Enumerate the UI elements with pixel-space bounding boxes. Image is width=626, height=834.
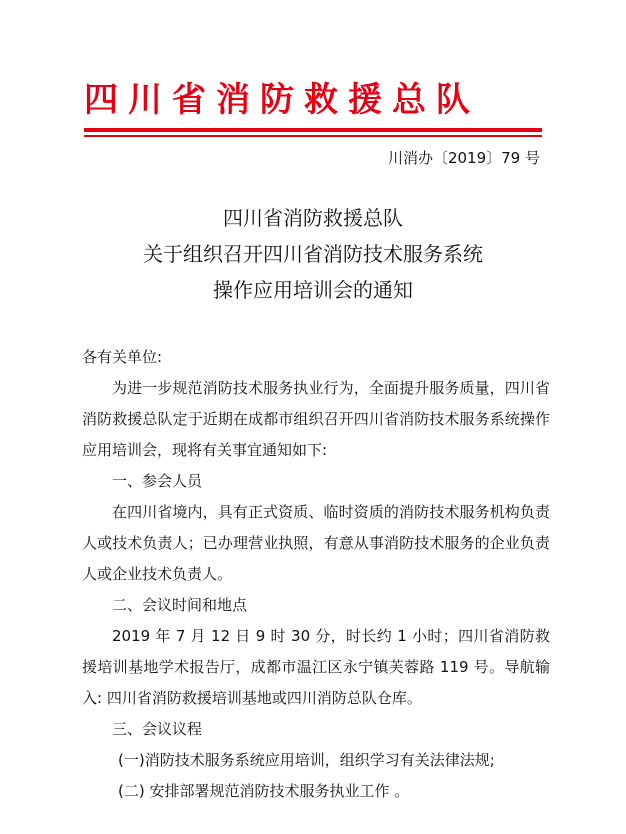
document-body xyxy=(82,342,550,807)
document-title xyxy=(0,200,626,308)
title-line-2: 关于组织召开四川省消防技术服务系统 xyxy=(143,242,483,266)
agenda-item: (一)消防技术服务系统应用培训，组织学习有关法律法规; xyxy=(118,751,495,769)
agenda-item: (二) 安排部署规范消防技术服务执业工作 。 xyxy=(118,782,410,800)
title-line-3: 操作应用培训会的通知 xyxy=(213,278,413,302)
time-place-paragraph: 2019 年 7 月 12 日 9 时 30 分，时长约 1 小时；四川省消防救援培训基地学术报告厅，成都市温江区永宁镇芙蓉路 119 号。导航输入: 四川省消防救援培训基地或四川消防总队仓库。 xyxy=(82,627,550,707)
section-heading-attendees: 一、参会人员 xyxy=(112,472,203,490)
header-red-rule-thick xyxy=(84,128,542,132)
title-line-1: 四川省消防救援总队 xyxy=(223,206,403,230)
document-number: 川消办〔2019〕79 号 xyxy=(387,149,540,167)
salutation: 各有关单位: xyxy=(82,348,163,366)
attendees-paragraph: 在四川省境内，具有正式资质、临时资质的消防技术服务机构负责人或技术负责人；已办理营业执照，有意从事消防技术服务的企业负责人或企业技术负责人。 xyxy=(82,503,550,583)
intro-paragraph: 为进一步规范消防技术服务执业行为，全面提升服务质量，四川省消防救援总队定于近期在成都市组织召开四川省消防技术服务系统操作应用培训会，现将有关事宜通知如下: xyxy=(82,379,550,459)
section-heading-agenda: 三、会议议程 xyxy=(112,720,203,738)
header-red-rule-thin xyxy=(84,135,542,137)
org-header-title: 四川省消防救援总队 xyxy=(84,80,480,120)
section-heading-time-place: 二、会议时间和地点 xyxy=(112,596,248,614)
